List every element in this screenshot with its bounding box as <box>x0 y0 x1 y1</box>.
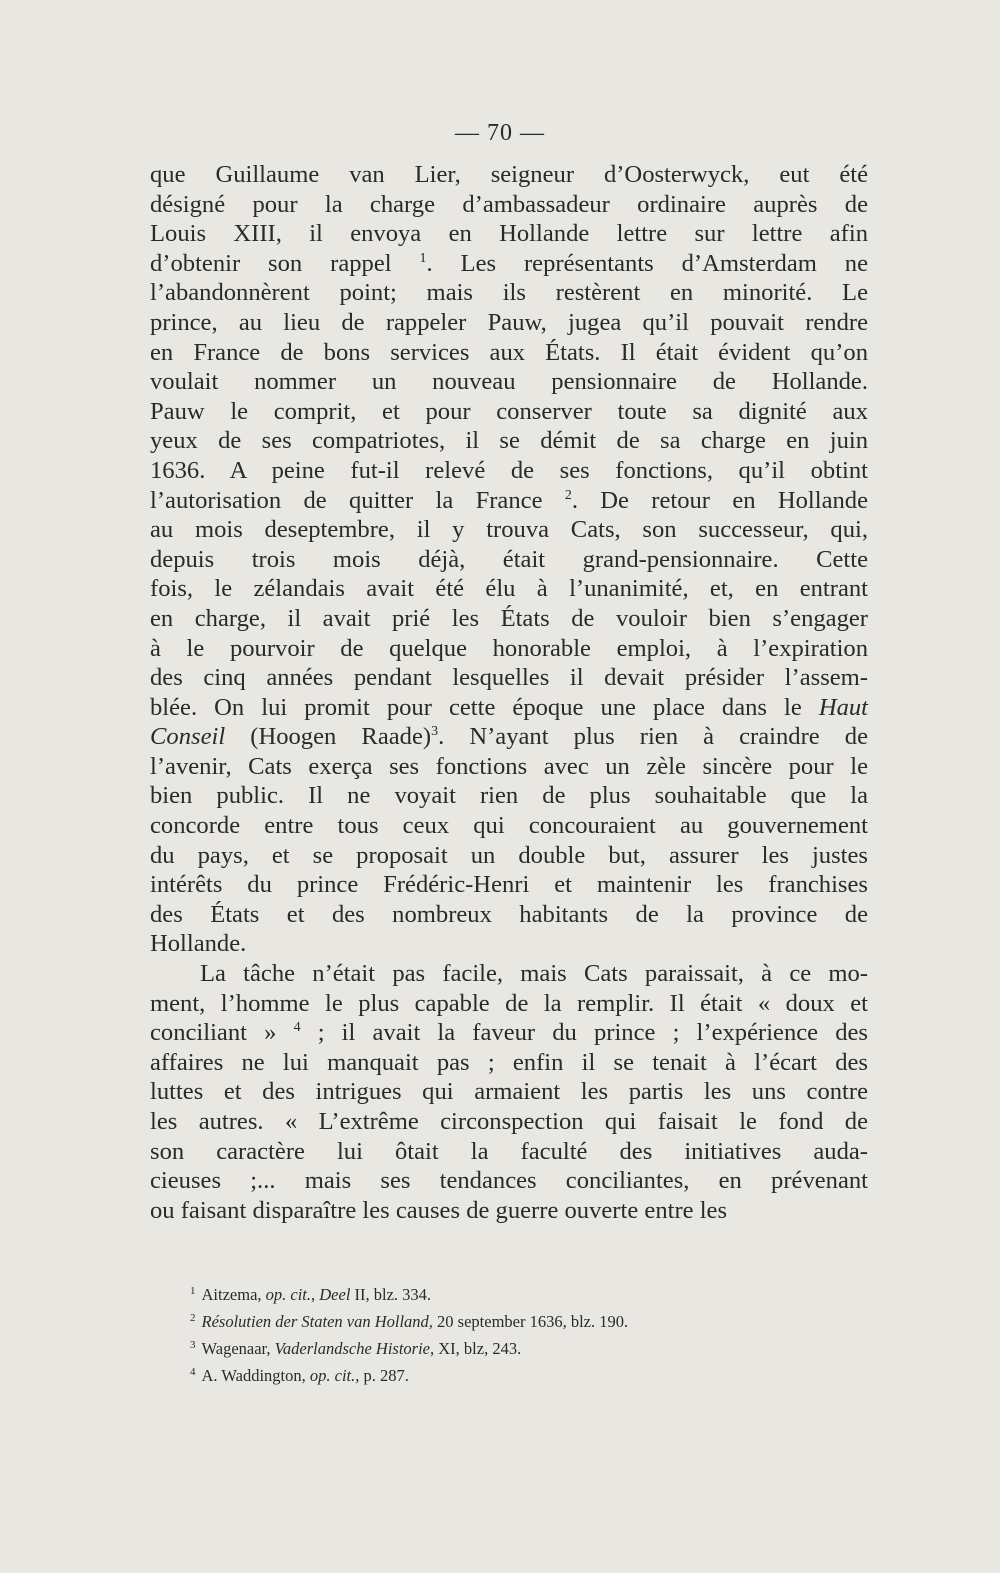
text-run: XI, blz, 243. <box>434 1339 522 1358</box>
italic-text: op. cit., Deel <box>265 1285 351 1304</box>
italic-text: Vaderlandsche Historie, <box>274 1339 435 1358</box>
text-line <box>150 811 868 841</box>
text-line <box>150 367 868 397</box>
text-run: son caractère lui ôtait la faculté des initiatives auda- <box>150 1137 868 1165</box>
text-run: La tâche n’était pas facile, mais Cats paraissait, à ce mo- <box>200 960 868 988</box>
italic-text: Haut <box>818 693 868 721</box>
text-line <box>150 959 868 989</box>
text-line <box>150 929 868 959</box>
text-line <box>150 515 868 545</box>
text-run: . N’ayant plus rien à craindre de <box>438 723 868 751</box>
text-line <box>150 456 868 486</box>
text-run: (Hoogen Raade) <box>225 723 432 751</box>
text-line <box>150 426 868 456</box>
body-text <box>150 160 868 1225</box>
text-run: Aitzema, <box>201 1285 266 1304</box>
paragraph <box>150 959 868 1225</box>
text-run: Wagenaar, <box>201 1339 275 1358</box>
text-run: que Guillaume van Lier, seigneur d’Oosterwyck, eut été <box>150 161 868 188</box>
text-run: cieuses ;... mais ses tendances conciliantes, en prévenant <box>150 1167 868 1195</box>
text-run: les autres. « L’extrême circonspection qui faisait le fond de <box>150 1108 868 1135</box>
text-run: ou faisant disparaître les causes de guerre ouverte entre les <box>150 1196 728 1224</box>
footnote <box>190 1308 870 1335</box>
text-run: Pauw le comprit, et pour conserver toute sa dignité aux <box>150 397 868 425</box>
text-run: 1636. A peine fut-il relevé de ses fonctions, qu’il obtint <box>150 456 868 484</box>
footnotes <box>190 1281 870 1389</box>
footnote-mark: 4 <box>190 1365 196 1378</box>
text-line <box>150 634 868 664</box>
text-line <box>150 900 868 930</box>
footnote <box>190 1335 870 1362</box>
text-run: . De retour en Hollande <box>571 486 868 514</box>
text-line <box>150 1107 868 1137</box>
text-run: désigné pour la charge d’ambassadeur ordinaire auprès de <box>150 190 868 218</box>
text-run: l’avenir, Cats exerça ses fonctions avec un zèle sincère pour le <box>150 752 868 780</box>
footnote-mark: 2 <box>190 1311 196 1324</box>
text-line <box>150 1137 868 1167</box>
text-line <box>150 190 868 220</box>
italic-text: op. cit. <box>309 1366 356 1385</box>
text-run: l’autorisation de quitter la France <box>150 486 565 514</box>
footnote-reference: 3 <box>431 724 439 740</box>
footnote <box>190 1281 870 1308</box>
text-line <box>150 397 868 427</box>
text-run: au mois deseptembre, il y trouva Cats, son successeur, qui, <box>150 516 868 544</box>
text-line <box>150 1018 868 1048</box>
text-line <box>150 1077 868 1107</box>
text-line <box>150 722 868 752</box>
text-line <box>150 338 868 368</box>
text-run: intérêts du prince Frédéric-Henri et maintenir les franchises <box>150 871 868 899</box>
text-line <box>150 752 868 782</box>
text-run: d’obtenir son rappel <box>150 249 420 277</box>
text-run: ment, l’homme le plus capable de la remplir. Il était « doux et <box>150 989 868 1017</box>
text-run: du pays, et se proposait un double but, assurer les justes <box>150 841 868 869</box>
text-run: fois, le zélandais avait été élu à l’unanimité, et, en entrant <box>150 575 868 603</box>
text-line <box>150 693 868 723</box>
text-line <box>150 308 868 338</box>
text-line <box>150 249 868 279</box>
footnote-mark: 1 <box>190 1284 196 1297</box>
text-line <box>150 841 868 871</box>
text-run: l’abandonnèrent point; mais ils restèrent en minorité. Le <box>150 279 868 307</box>
text-run: voulait nommer un nouveau pensionnaire de Hollande. <box>150 368 868 396</box>
text-run: luttes et des intrigues qui armaient les partis les uns contre <box>150 1078 868 1106</box>
text-run: conciliant » <box>150 1019 294 1047</box>
italic-text: Résolutien der Staten van Holland, <box>201 1312 433 1331</box>
text-run: en France de bons services aux États. Il était évident qu’on <box>150 338 868 366</box>
text-run: II, blz. 334. <box>350 1285 432 1304</box>
text-run: Hollande. <box>150 930 247 958</box>
text-run: à le pourvoir de quelque honorable emploi, à l’expiration <box>150 634 868 662</box>
text-run: depuis trois mois déjà, était grand-pensionnaire. Cette <box>150 545 868 573</box>
footnote-reference: 1 <box>419 250 427 266</box>
text-run: bien public. Il ne voyait rien de plus souhaitable que la <box>150 782 868 810</box>
text-run: . Les représentants d’Amsterdam ne <box>426 249 868 277</box>
italic-text: Conseil <box>150 723 226 751</box>
text-run: des cinq années pendant lesquelles il devait présider l’assem- <box>150 664 868 692</box>
text-line <box>150 545 868 575</box>
text-run: prince, au lieu de rappeler Pauw, jugea qu’il pouvait rendre <box>150 308 868 336</box>
footnote-reference: 2 <box>564 487 572 503</box>
text-line <box>150 574 868 604</box>
text-line <box>150 989 868 1019</box>
text-line <box>150 781 868 811</box>
text-line <box>150 1166 868 1196</box>
text-run: , p. 287. <box>355 1366 409 1385</box>
text-run: A. Waddington, <box>201 1366 310 1385</box>
text-run: blée. On lui promit pour cette époque une place dans le <box>150 693 819 721</box>
text-line <box>150 604 868 634</box>
text-run: Louis XIII, il envoya en Hollande lettre sur lettre afin <box>150 220 868 248</box>
text-run: des États et des nombreux habitants de la province de <box>150 900 868 928</box>
text-line <box>150 1048 868 1078</box>
paragraph <box>150 160 868 959</box>
text-line <box>150 870 868 900</box>
text-line <box>150 1196 868 1226</box>
text-run: affaires ne lui manquait pas ; enfin il se tenait à l’écart des <box>150 1048 868 1076</box>
footnote-reference: 4 <box>293 1020 301 1036</box>
page-number: — 70 — <box>455 120 545 146</box>
text-run: 20 september 1636, blz. 190. <box>432 1312 629 1331</box>
text-line <box>150 160 868 190</box>
text-line <box>150 219 868 249</box>
text-line <box>150 486 868 516</box>
text-run: en charge, il avait prié les États de vouloir bien s’engager <box>150 604 868 632</box>
text-run: concorde entre tous ceux qui concouraient au gouvernement <box>150 812 868 840</box>
text-run: yeux de ses compatriotes, il se démit de sa charge en juin <box>150 427 868 455</box>
text-line <box>150 663 868 693</box>
footnote-mark: 3 <box>190 1338 196 1351</box>
footnote <box>190 1362 870 1389</box>
text-run: ; il avait la faveur du prince ; l’expérience des <box>300 1019 868 1047</box>
text-line <box>150 278 868 308</box>
